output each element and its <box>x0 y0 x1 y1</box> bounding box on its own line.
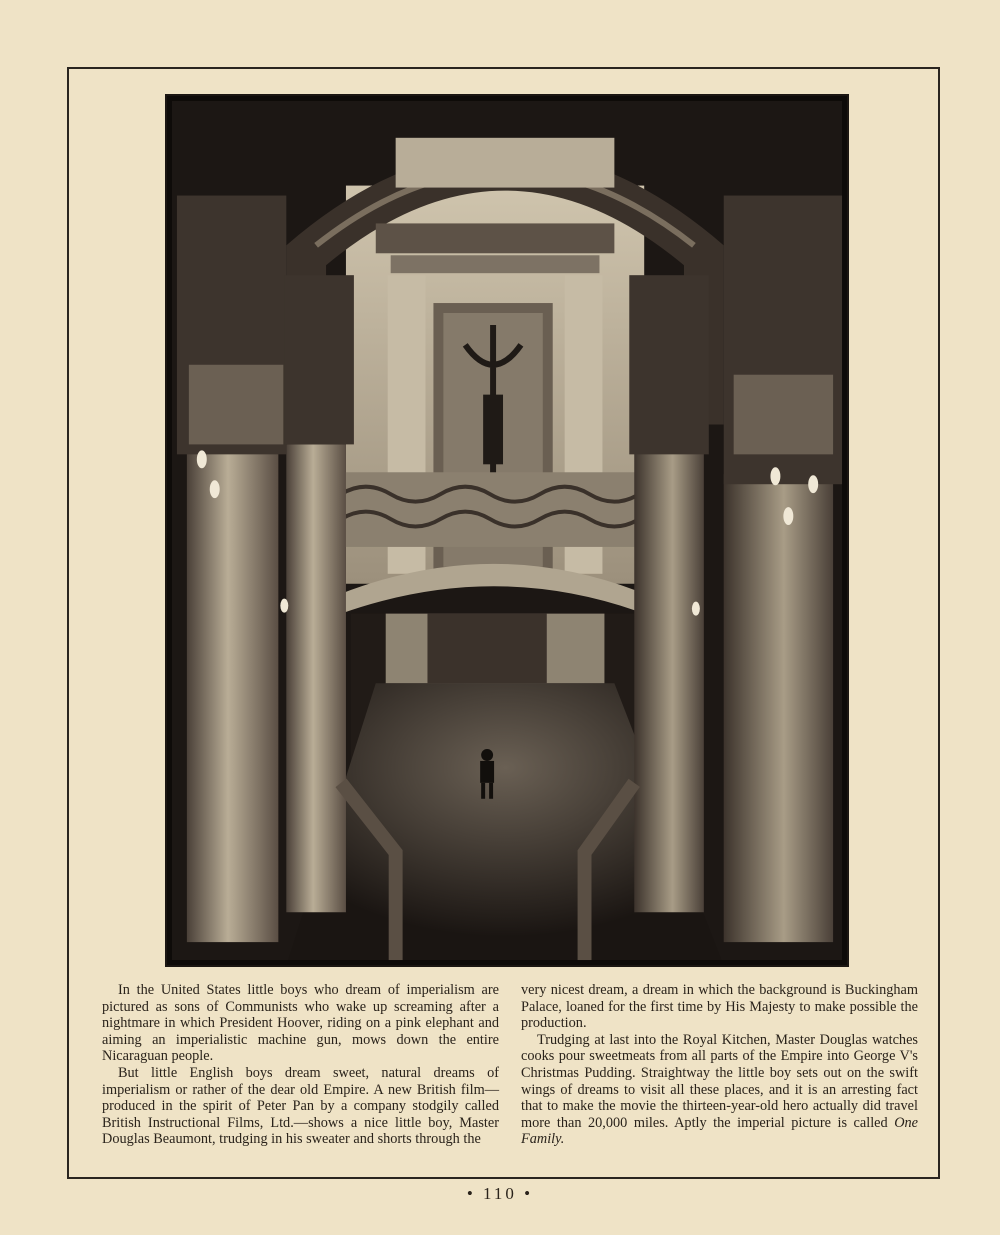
paragraph: But little English boys dream sweet, natural dreams of imperialism or rather of the dear old Empire. A new British film—produced in the spirit of Peter Pan by a company stodgily called British Instructional Films, Ltd.—shows a nice little boy, Master Douglas Beaumont, trudging in his sweater and shorts through the <box>102 1064 499 1148</box>
article-text <box>102 982 918 1148</box>
page-number: • 110 • <box>466 1184 534 1203</box>
paragraph: very nicest dream, a dream in which the background is Buckingham Palace, loaned for the first time by His Majesty to make possible the production. <box>521 982 918 1032</box>
paragraph-text: Trudging at last into the Royal Kitchen, Master Douglas watches cooks pour sweetmeats from all parts of the Empire into George V's Christmas Pudding. Straightway the little boy sets out on the swift wings of dreams to visit all these places, and it is an arresting fact that to make the movie the thirteen-year-old hero actually did travel more than 20,000 miles. Aptly the imperial picture is called <box>521 1031 918 1131</box>
paragraph: In the United States little boys who dream of imperialism are pictured as sons of Communists who wake up screaming after a nightmare in which President Hoover, riding on a pink elephant and aiming an imperialistic machine gun, mows down the entire Nicaraguan people. <box>102 982 499 1065</box>
palace-staircase-photo <box>165 94 849 967</box>
paragraph <box>521 1032 918 1148</box>
photo-illustration <box>167 96 847 965</box>
film-title: One Family. <box>521 1114 919 1148</box>
article-column-left <box>102 982 499 1148</box>
article-column-right <box>521 982 918 1148</box>
